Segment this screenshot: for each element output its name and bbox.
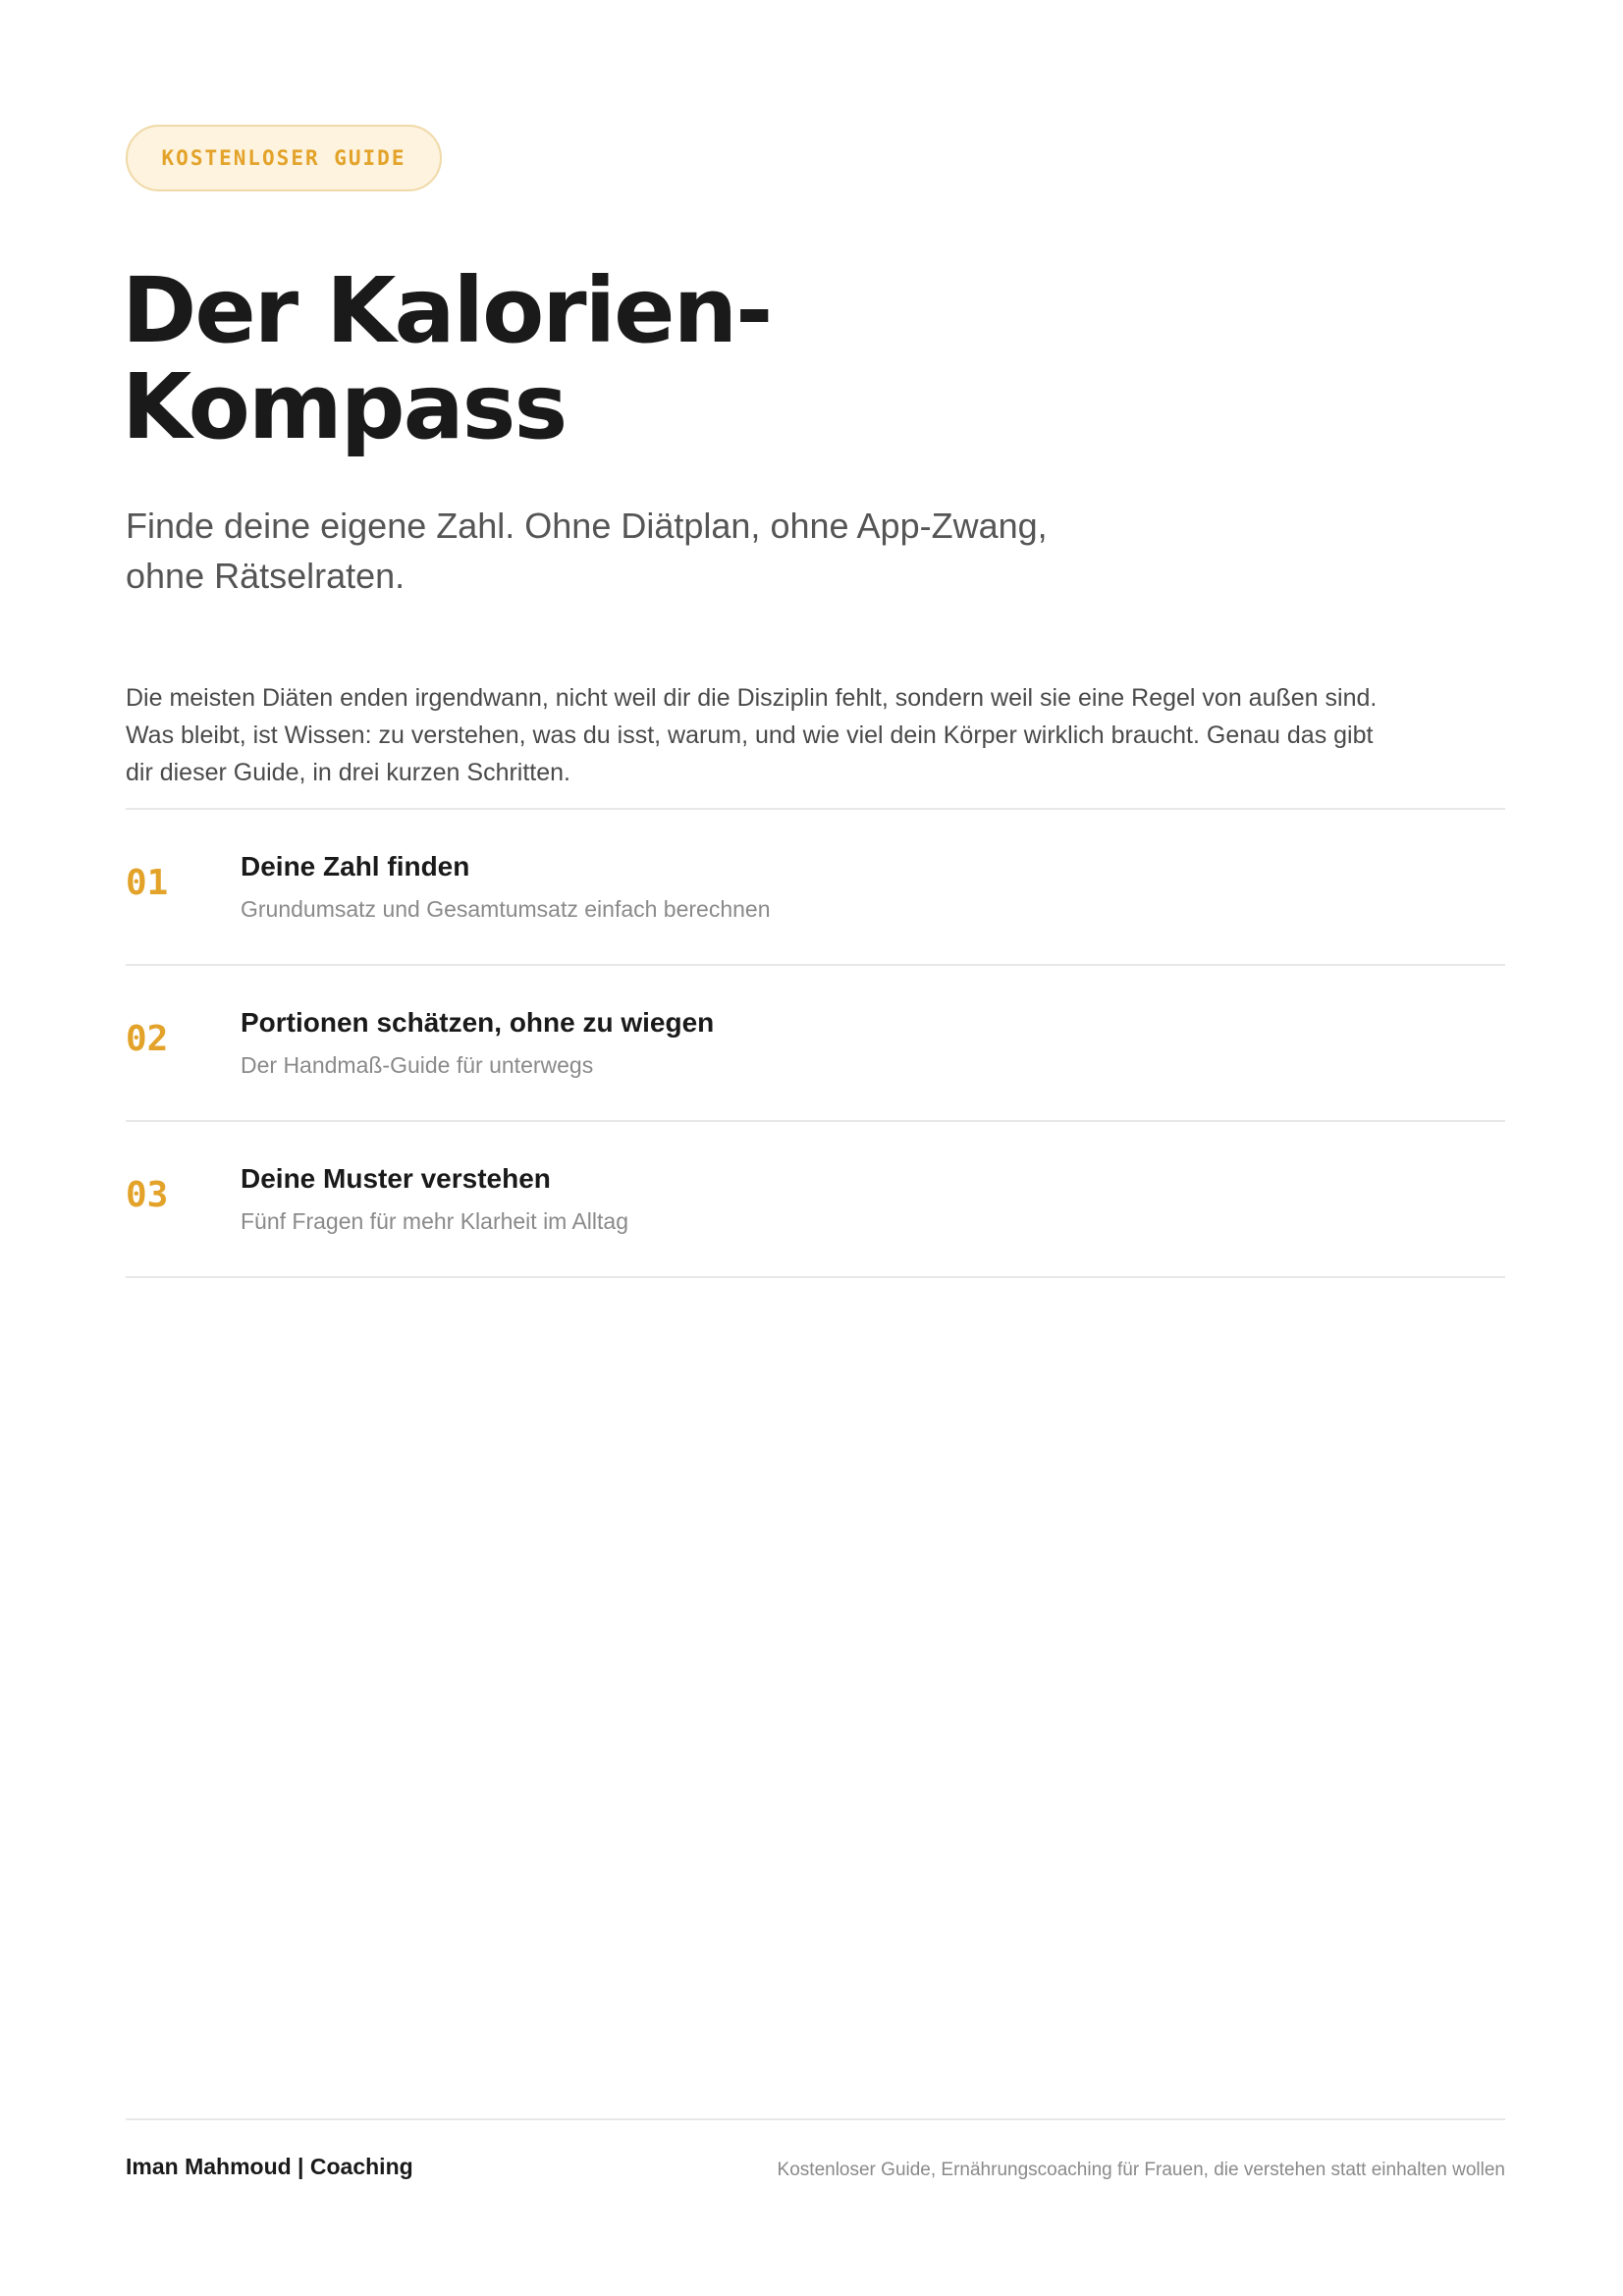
guide-page: [122, 0, 1505, 2296]
step-item: [126, 966, 1505, 1122]
footer-brand: Iman Mahmoud | Coaching: [126, 2154, 413, 2179]
step-title: Deine Zahl finden: [241, 851, 470, 881]
footer-note: Kostenloser Guide, Ernährungscoaching für Frauen, die verstehen statt einhalten wollen: [777, 2160, 1505, 2180]
steps-list: [126, 808, 1505, 1278]
badge-label: KOSTENLOSER GUIDE: [161, 146, 406, 170]
step-number: 02: [126, 1019, 169, 1059]
step-item: [126, 810, 1505, 966]
step-description: Der Handmaß-Guide für unterwegs: [241, 1052, 594, 1078]
page-footer: [126, 2118, 1505, 2180]
step-number: 01: [126, 863, 169, 903]
intro-paragraph: Die meisten Diäten enden irgendwann, nicht weil dir die Disziplin fehlt, sondern weil sie eine Regel von außen sind. Was bleibt, ist Wissen: zu verstehen, was du isst, warum, und wie viel dein Körper wirklich braucht. Genau das gibt dir dieser Guide, in drei kurzen Schritten.: [126, 684, 1378, 786]
step-title: Deine Muster verstehen: [241, 1163, 551, 1194]
step-number: 03: [126, 1175, 169, 1215]
page-title-line-2: Kompass: [122, 354, 567, 459]
step-description: Fünf Fragen für mehr Klarheit im Alltag: [241, 1208, 628, 1234]
step-title: Portionen schätzen, ohne zu wiegen: [241, 1007, 715, 1038]
step-description: Grundumsatz und Gesamtumsatz einfach berechnen: [241, 896, 771, 922]
free-guide-badge: [126, 125, 442, 191]
step-item: [126, 1122, 1505, 1278]
page-title-line-1: Der Kalorien-: [122, 258, 772, 363]
page-subtitle: Finde deine eigene Zahl. Ohne Diätplan, ohne App-Zwang, ohne Rätselraten.: [126, 506, 1048, 596]
page-title: [122, 258, 1005, 459]
